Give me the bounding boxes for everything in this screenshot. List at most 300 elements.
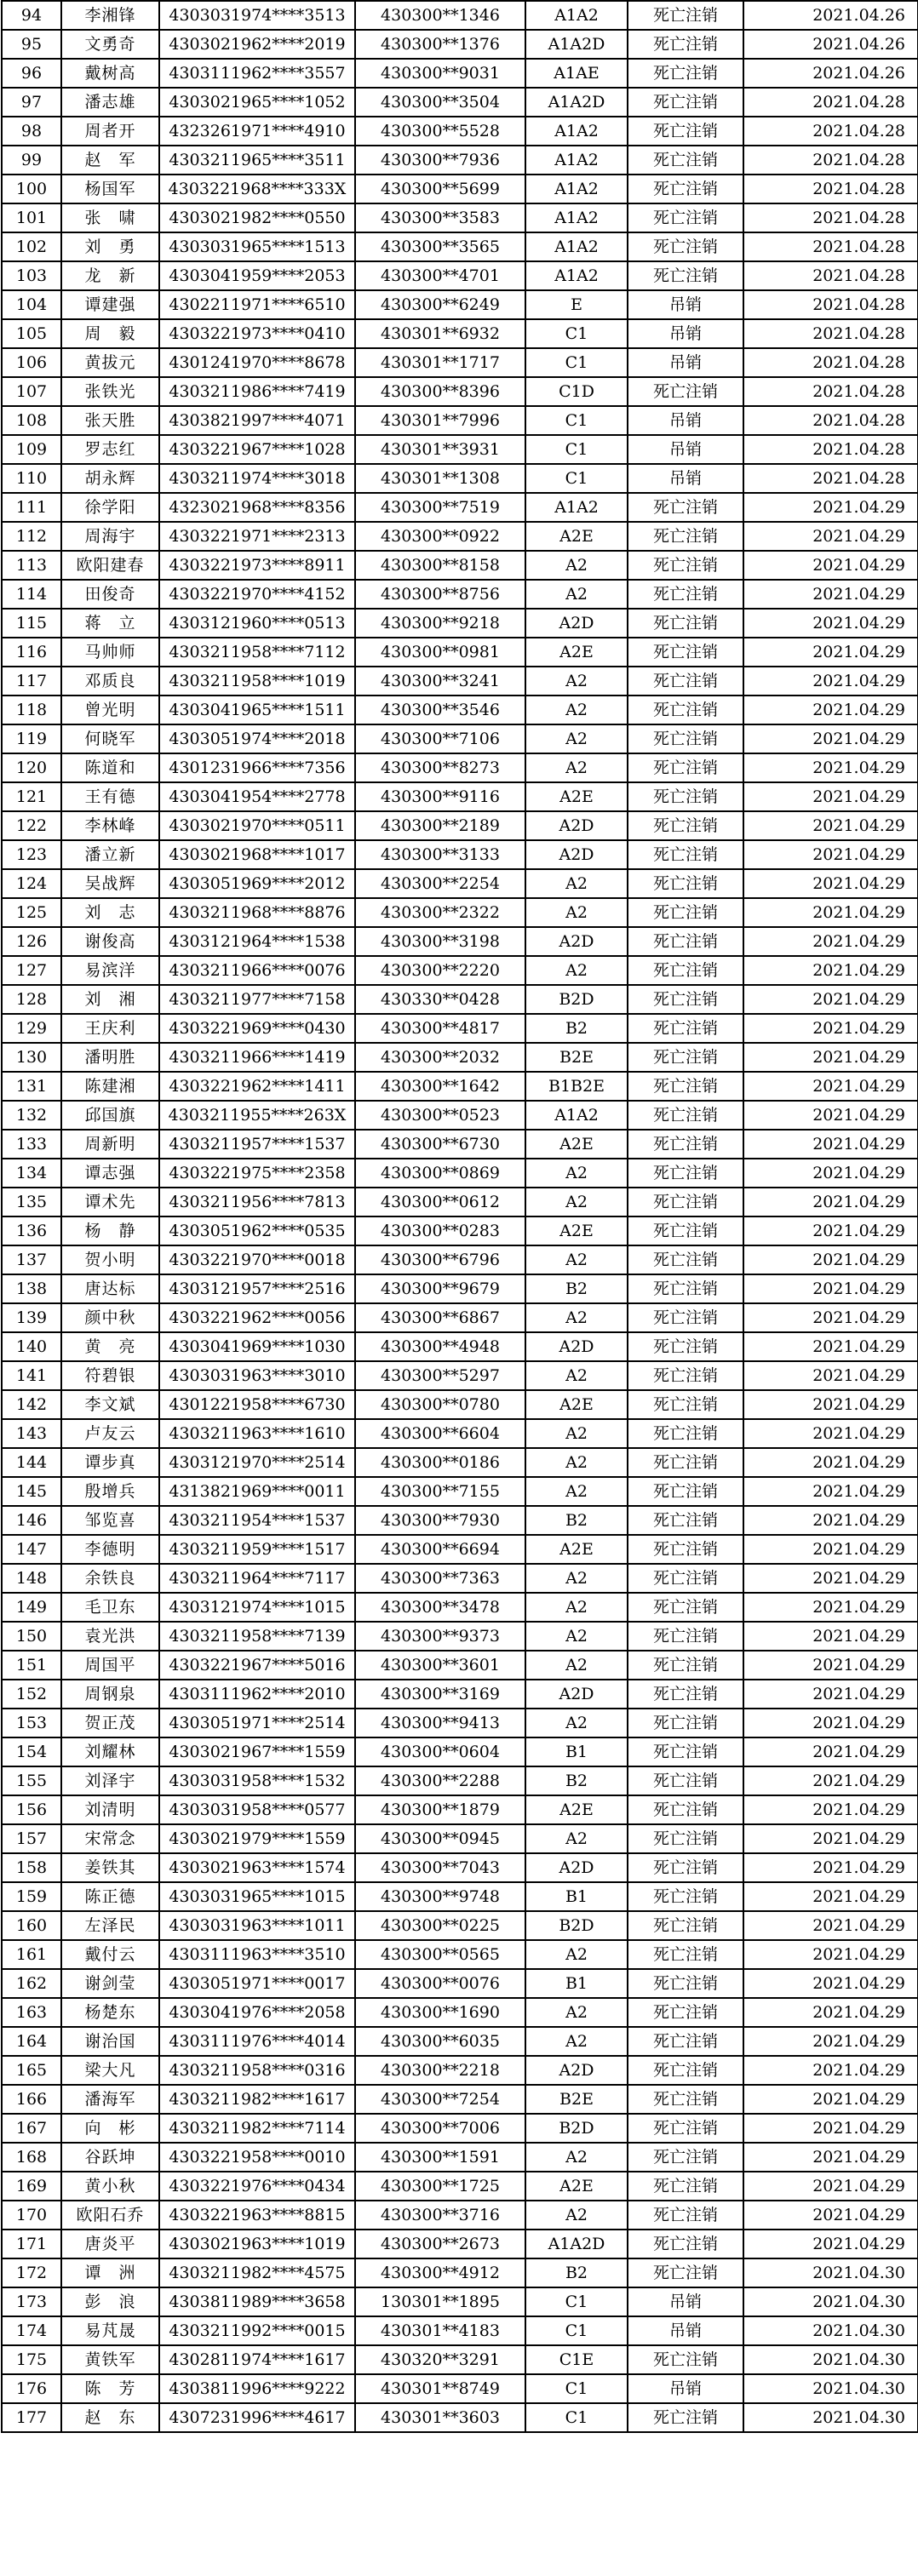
table-row <box>2 1014 918 1043</box>
license-number-cell: 430300**4817 <box>355 1014 525 1043</box>
id-number-cell: 4303031965****1015 <box>159 1882 355 1911</box>
person-name-cell: 向 彬 <box>61 2114 159 2143</box>
row-number-cell: 126 <box>2 927 61 956</box>
date-cell: 2021.04.29 <box>743 1853 918 1882</box>
table-row <box>2 1824 918 1853</box>
status-cell: 死亡注销 <box>628 898 743 927</box>
person-name-cell: 黄拔元 <box>61 348 159 377</box>
id-number-cell: 4303051974****2018 <box>159 724 355 753</box>
table-row <box>2 638 918 667</box>
row-number-cell: 175 <box>2 2345 61 2374</box>
license-number-cell: 430300**0186 <box>355 1448 525 1477</box>
license-number-cell: 430300**8158 <box>355 551 525 580</box>
row-number-cell: 131 <box>2 1072 61 1101</box>
id-number-cell: 4303021963****1574 <box>159 1853 355 1882</box>
status-cell: 死亡注销 <box>628 667 743 696</box>
status-cell: 死亡注销 <box>628 1651 743 1680</box>
status-cell: 死亡注销 <box>628 1130 743 1159</box>
row-number-cell: 161 <box>2 1940 61 1969</box>
id-number-cell: 4313821969****0011 <box>159 1477 355 1506</box>
license-number-cell: 430320**3291 <box>355 2345 525 2374</box>
license-number-cell: 430300**3565 <box>355 232 525 261</box>
row-number-cell: 134 <box>2 1159 61 1188</box>
date-cell: 2021.04.29 <box>743 1998 918 2027</box>
vehicle-class-cell: A2 <box>525 1361 628 1390</box>
date-cell: 2021.04.29 <box>743 753 918 782</box>
id-number-cell: 4303021965****1052 <box>159 88 355 117</box>
date-cell: 2021.04.29 <box>743 1535 918 1564</box>
person-name-cell: 胡永辉 <box>61 464 159 493</box>
table-row <box>2 898 918 927</box>
row-number-cell: 98 <box>2 117 61 146</box>
vehicle-class-cell: A2 <box>525 753 628 782</box>
vehicle-class-cell: A1A2D <box>525 2230 628 2258</box>
id-number-cell: 4303811996****9222 <box>159 2374 355 2403</box>
person-name-cell: 周者开 <box>61 117 159 146</box>
row-number-cell: 137 <box>2 1245 61 1274</box>
vehicle-class-cell: A1A2 <box>525 117 628 146</box>
person-name-cell: 曾光明 <box>61 696 159 724</box>
license-number-cell: 430300**3716 <box>355 2201 525 2230</box>
table-row <box>2 782 918 811</box>
status-cell: 死亡注销 <box>628 88 743 117</box>
vehicle-class-cell: B2E <box>525 1043 628 1072</box>
id-number-cell: 4303221973****8911 <box>159 551 355 580</box>
row-number-cell: 101 <box>2 203 61 232</box>
status-cell: 死亡注销 <box>628 1795 743 1824</box>
vehicle-class-cell: A2 <box>525 580 628 609</box>
license-number-cell: 430300**9748 <box>355 1882 525 1911</box>
vehicle-class-cell: A2E <box>525 1130 628 1159</box>
status-cell: 死亡注销 <box>628 2143 743 2172</box>
table-row <box>2 319 918 348</box>
license-number-cell: 430300**9413 <box>355 1709 525 1737</box>
person-name-cell: 谢治国 <box>61 2027 159 2056</box>
row-number-cell: 145 <box>2 1477 61 1506</box>
vehicle-class-cell: A2 <box>525 724 628 753</box>
table-row <box>2 1390 918 1419</box>
vehicle-class-cell: B2E <box>525 2085 628 2114</box>
date-cell: 2021.04.29 <box>743 1043 918 1072</box>
row-number-cell: 166 <box>2 2085 61 2114</box>
person-name-cell: 王庆利 <box>61 1014 159 1043</box>
row-number-cell: 144 <box>2 1448 61 1477</box>
status-cell: 死亡注销 <box>628 1969 743 1998</box>
person-name-cell: 袁光洪 <box>61 1622 159 1651</box>
person-name-cell: 杨楚东 <box>61 1998 159 2027</box>
row-number-cell: 135 <box>2 1188 61 1216</box>
id-number-cell: 4303211965****3511 <box>159 146 355 175</box>
id-number-cell: 4303111976****4014 <box>159 2027 355 2056</box>
status-cell: 死亡注销 <box>628 782 743 811</box>
person-name-cell: 周钢泉 <box>61 1680 159 1709</box>
row-number-cell: 152 <box>2 1680 61 1709</box>
license-number-cell: 430300**6730 <box>355 1130 525 1159</box>
license-number-cell: 430300**7254 <box>355 2085 525 2114</box>
table-row <box>2 2345 918 2374</box>
status-cell: 死亡注销 <box>628 59 743 88</box>
license-number-cell: 430300**0922 <box>355 522 525 551</box>
status-cell: 死亡注销 <box>628 117 743 146</box>
row-number-cell: 168 <box>2 2143 61 2172</box>
id-number-cell: 4303211966****1419 <box>159 1043 355 1072</box>
person-name-cell: 唐达标 <box>61 1274 159 1303</box>
license-number-cell: 430300**1346 <box>355 1 525 30</box>
status-cell: 死亡注销 <box>628 1940 743 1969</box>
date-cell: 2021.04.30 <box>743 2316 918 2345</box>
date-cell: 2021.04.29 <box>743 2172 918 2201</box>
date-cell: 2021.04.29 <box>743 1014 918 1043</box>
table-row <box>2 985 918 1014</box>
license-number-cell: 430300**9218 <box>355 609 525 638</box>
row-number-cell: 160 <box>2 1911 61 1940</box>
license-number-cell: 430300**6694 <box>355 1535 525 1564</box>
table-row <box>2 2287 918 2316</box>
person-name-cell: 邓质良 <box>61 667 159 696</box>
table-row <box>2 522 918 551</box>
person-name-cell: 欧阳石乔 <box>61 2201 159 2230</box>
date-cell: 2021.04.29 <box>743 1593 918 1622</box>
row-number-cell: 110 <box>2 464 61 493</box>
vehicle-class-cell: A2 <box>525 1940 628 1969</box>
license-number-cell: 430300**8396 <box>355 377 525 406</box>
vehicle-class-cell: B2 <box>525 1014 628 1043</box>
table-row <box>2 1130 918 1159</box>
vehicle-class-cell: A1A2 <box>525 232 628 261</box>
id-number-cell: 4303021968****1017 <box>159 840 355 869</box>
status-cell: 死亡注销 <box>628 1 743 30</box>
id-number-cell: 4303221962****1411 <box>159 1072 355 1101</box>
license-number-cell: 430300**8273 <box>355 753 525 782</box>
date-cell: 2021.04.29 <box>743 1824 918 1853</box>
vehicle-class-cell: A2E <box>525 522 628 551</box>
vehicle-class-cell: B2D <box>525 985 628 1014</box>
license-number-cell: 430300**2032 <box>355 1043 525 1072</box>
person-name-cell: 马帅师 <box>61 638 159 667</box>
vehicle-class-cell: A2D <box>525 1680 628 1709</box>
row-number-cell: 120 <box>2 753 61 782</box>
vehicle-class-cell: A2 <box>525 1824 628 1853</box>
table-row <box>2 59 918 88</box>
id-number-cell: 4303221973****0410 <box>159 319 355 348</box>
license-number-cell: 430300**6604 <box>355 1419 525 1448</box>
row-number-cell: 170 <box>2 2201 61 2230</box>
date-cell: 2021.04.29 <box>743 898 918 927</box>
vehicle-class-cell: A2 <box>525 1709 628 1737</box>
table-row <box>2 435 918 464</box>
person-name-cell: 彭 浪 <box>61 2287 159 2316</box>
vehicle-class-cell: A1A2 <box>525 1101 628 1130</box>
table-row <box>2 580 918 609</box>
vehicle-class-cell: A2 <box>525 2143 628 2172</box>
table-row <box>2 1535 918 1564</box>
license-number-cell: 430300**2673 <box>355 2230 525 2258</box>
license-number-cell: 430300**3169 <box>355 1680 525 1709</box>
person-name-cell: 刘 勇 <box>61 232 159 261</box>
vehicle-class-cell: A2D <box>525 1332 628 1361</box>
id-number-cell: 4303111963****3510 <box>159 1940 355 1969</box>
table-row <box>2 1853 918 1882</box>
row-number-cell: 124 <box>2 869 61 898</box>
person-name-cell: 周国平 <box>61 1651 159 1680</box>
person-name-cell: 周新明 <box>61 1130 159 1159</box>
license-number-cell: 430300**0869 <box>355 1159 525 1188</box>
license-number-cell: 430301**6932 <box>355 319 525 348</box>
date-cell: 2021.04.29 <box>743 1969 918 1998</box>
status-cell: 死亡注销 <box>628 1564 743 1593</box>
table-row <box>2 1651 918 1680</box>
vehicle-class-cell: A2 <box>525 696 628 724</box>
person-name-cell: 黄小秋 <box>61 2172 159 2201</box>
license-number-cell: 430300**7930 <box>355 1506 525 1535</box>
row-number-cell: 171 <box>2 2230 61 2258</box>
date-cell: 2021.04.29 <box>743 1303 918 1332</box>
id-number-cell: 4303031963****3010 <box>159 1361 355 1390</box>
status-cell: 死亡注销 <box>628 696 743 724</box>
date-cell: 2021.04.29 <box>743 1072 918 1101</box>
status-cell: 死亡注销 <box>628 2403 743 2432</box>
date-cell: 2021.04.30 <box>743 2345 918 2374</box>
person-name-cell: 罗志红 <box>61 435 159 464</box>
id-number-cell: 4302811974****1617 <box>159 2345 355 2374</box>
license-number-cell: 430300**7936 <box>355 146 525 175</box>
date-cell: 2021.04.28 <box>743 232 918 261</box>
status-cell: 死亡注销 <box>628 551 743 580</box>
date-cell: 2021.04.29 <box>743 2201 918 2230</box>
id-number-cell: 4303031958****1532 <box>159 1766 355 1795</box>
license-number-cell: 430300**6796 <box>355 1245 525 1274</box>
row-number-cell: 119 <box>2 724 61 753</box>
row-number-cell: 138 <box>2 1274 61 1303</box>
vehicle-class-cell: A2D <box>525 811 628 840</box>
status-cell: 死亡注销 <box>628 2085 743 2114</box>
person-name-cell: 蒋 立 <box>61 609 159 638</box>
table-row <box>2 348 918 377</box>
person-name-cell: 刘清明 <box>61 1795 159 1824</box>
date-cell: 2021.04.29 <box>743 985 918 1014</box>
license-number-cell: 430300**0981 <box>355 638 525 667</box>
person-name-cell: 田俊奇 <box>61 580 159 609</box>
id-number-cell: 4303121960****0513 <box>159 609 355 638</box>
date-cell: 2021.04.29 <box>743 1274 918 1303</box>
row-number-cell: 106 <box>2 348 61 377</box>
status-cell: 死亡注销 <box>628 1101 743 1130</box>
person-name-cell: 谢俊高 <box>61 927 159 956</box>
vehicle-class-cell: A2E <box>525 2172 628 2201</box>
person-name-cell: 李文斌 <box>61 1390 159 1419</box>
date-cell: 2021.04.30 <box>743 2287 918 2316</box>
id-number-cell: 4303221963****8815 <box>159 2201 355 2230</box>
date-cell: 2021.04.29 <box>743 609 918 638</box>
status-cell: 死亡注销 <box>628 1680 743 1709</box>
person-name-cell: 姜铁其 <box>61 1853 159 1882</box>
status-cell: 死亡注销 <box>628 1361 743 1390</box>
table-row <box>2 1361 918 1390</box>
person-name-cell: 李湘锋 <box>61 1 159 30</box>
license-number-cell: 430300**0523 <box>355 1101 525 1130</box>
row-number-cell: 123 <box>2 840 61 869</box>
id-number-cell: 4303221970****0018 <box>159 1245 355 1274</box>
status-cell: 死亡注销 <box>628 927 743 956</box>
id-number-cell: 4303211958****0316 <box>159 2056 355 2085</box>
date-cell: 2021.04.29 <box>743 1390 918 1419</box>
vehicle-class-cell: C1 <box>525 348 628 377</box>
date-cell: 2021.04.29 <box>743 1361 918 1390</box>
table-row <box>2 464 918 493</box>
person-name-cell: 谭 洲 <box>61 2258 159 2287</box>
table-row <box>2 609 918 638</box>
date-cell: 2021.04.29 <box>743 1651 918 1680</box>
vehicle-class-cell: A2 <box>525 956 628 985</box>
status-cell: 死亡注销 <box>628 1448 743 1477</box>
id-number-cell: 4303021963****1019 <box>159 2230 355 2258</box>
vehicle-class-cell: A1AE <box>525 59 628 88</box>
table-row <box>2 30 918 59</box>
license-number-cell: 430300**5699 <box>355 175 525 203</box>
date-cell: 2021.04.29 <box>743 1130 918 1159</box>
license-number-cell: 430300**5297 <box>355 1361 525 1390</box>
status-cell: 死亡注销 <box>628 1882 743 1911</box>
date-cell: 2021.04.28 <box>743 406 918 435</box>
date-cell: 2021.04.29 <box>743 2027 918 2056</box>
table-row <box>2 1188 918 1216</box>
id-number-cell: 4303211986****7419 <box>159 377 355 406</box>
id-number-cell: 4303051971****2514 <box>159 1709 355 1737</box>
date-cell: 2021.04.29 <box>743 1622 918 1651</box>
id-number-cell: 4303211959****1517 <box>159 1535 355 1564</box>
table-row <box>2 2027 918 2056</box>
person-name-cell: 黄 亮 <box>61 1332 159 1361</box>
row-number-cell: 94 <box>2 1 61 30</box>
status-cell: 吊销 <box>628 290 743 319</box>
status-cell: 死亡注销 <box>628 2027 743 2056</box>
table-row <box>2 1477 918 1506</box>
row-number-cell: 156 <box>2 1795 61 1824</box>
id-number-cell: 4303211957****1537 <box>159 1130 355 1159</box>
vehicle-class-cell: A2E <box>525 1216 628 1245</box>
person-name-cell: 欧阳建春 <box>61 551 159 580</box>
date-cell: 2021.04.29 <box>743 667 918 696</box>
row-number-cell: 117 <box>2 667 61 696</box>
license-number-cell: 430300**0076 <box>355 1969 525 1998</box>
row-number-cell: 136 <box>2 1216 61 1245</box>
date-cell: 2021.04.29 <box>743 840 918 869</box>
row-number-cell: 125 <box>2 898 61 927</box>
date-cell: 2021.04.28 <box>743 319 918 348</box>
license-number-cell: 430300**1879 <box>355 1795 525 1824</box>
license-number-cell: 430300**1725 <box>355 2172 525 2201</box>
date-cell: 2021.04.29 <box>743 2085 918 2114</box>
table-row <box>2 1998 918 2027</box>
status-cell: 吊销 <box>628 2316 743 2345</box>
person-name-cell: 李林峰 <box>61 811 159 840</box>
row-number-cell: 116 <box>2 638 61 667</box>
vehicle-class-cell: B2 <box>525 1506 628 1535</box>
table-row <box>2 1101 918 1130</box>
vehicle-class-cell: C1 <box>525 2316 628 2345</box>
row-number-cell: 103 <box>2 261 61 290</box>
status-cell: 死亡注销 <box>628 146 743 175</box>
person-name-cell: 易滨洋 <box>61 956 159 985</box>
status-cell: 死亡注销 <box>628 2114 743 2143</box>
status-cell: 吊销 <box>628 2374 743 2403</box>
id-number-cell: 4303211966****0076 <box>159 956 355 985</box>
vehicle-class-cell: A2D <box>525 840 628 869</box>
table-row <box>2 724 918 753</box>
person-name-cell: 陈正德 <box>61 1882 159 1911</box>
row-number-cell: 115 <box>2 609 61 638</box>
row-number-cell: 128 <box>2 985 61 1014</box>
person-name-cell: 陈建湘 <box>61 1072 159 1101</box>
date-cell: 2021.04.29 <box>743 551 918 580</box>
status-cell: 死亡注销 <box>628 2345 743 2374</box>
table-row <box>2 2258 918 2287</box>
id-number-cell: 4303221971****2313 <box>159 522 355 551</box>
row-number-cell: 149 <box>2 1593 61 1622</box>
license-number-cell: 430300**4948 <box>355 1332 525 1361</box>
row-number-cell: 130 <box>2 1043 61 1072</box>
license-number-cell: 430300**9679 <box>355 1274 525 1303</box>
row-number-cell: 118 <box>2 696 61 724</box>
date-cell: 2021.04.28 <box>743 203 918 232</box>
id-number-cell: 4303211963****1610 <box>159 1419 355 1448</box>
table-body <box>2 1 918 2432</box>
license-number-cell: 430300**1690 <box>355 1998 525 2027</box>
date-cell: 2021.04.29 <box>743 1882 918 1911</box>
id-number-cell: 4303121957****2516 <box>159 1274 355 1303</box>
date-cell: 2021.04.29 <box>743 1940 918 1969</box>
date-cell: 2021.04.29 <box>743 1911 918 1940</box>
id-number-cell: 4303211992****0015 <box>159 2316 355 2345</box>
vehicle-class-cell: A1A2 <box>525 203 628 232</box>
vehicle-class-cell: A2 <box>525 1651 628 1680</box>
date-cell: 2021.04.28 <box>743 435 918 464</box>
table-row <box>2 1506 918 1535</box>
vehicle-class-cell: B2D <box>525 1911 628 1940</box>
status-cell: 死亡注销 <box>628 1853 743 1882</box>
license-number-cell: 430300**0604 <box>355 1737 525 1766</box>
row-number-cell: 155 <box>2 1766 61 1795</box>
license-number-cell: 430300**3504 <box>355 88 525 117</box>
table-row <box>2 232 918 261</box>
vehicle-class-cell: A2E <box>525 782 628 811</box>
status-cell: 吊销 <box>628 348 743 377</box>
date-cell: 2021.04.28 <box>743 261 918 290</box>
date-cell: 2021.04.29 <box>743 1737 918 1766</box>
license-number-cell: 430300**3198 <box>355 927 525 956</box>
vehicle-class-cell: A2D <box>525 1853 628 1882</box>
date-cell: 2021.04.29 <box>743 2056 918 2085</box>
status-cell: 死亡注销 <box>628 1188 743 1216</box>
vehicle-class-cell: A2 <box>525 1998 628 2027</box>
vehicle-class-cell: A2 <box>525 1159 628 1188</box>
id-number-cell: 4303041976****2058 <box>159 1998 355 2027</box>
license-number-cell: 430300**7519 <box>355 493 525 522</box>
person-name-cell: 潘明胜 <box>61 1043 159 1072</box>
person-name-cell: 宋常念 <box>61 1824 159 1853</box>
person-name-cell: 谭建强 <box>61 290 159 319</box>
vehicle-class-cell: B1 <box>525 1737 628 1766</box>
status-cell: 死亡注销 <box>628 1072 743 1101</box>
person-name-cell: 李德明 <box>61 1535 159 1564</box>
row-number-cell: 158 <box>2 1853 61 1882</box>
person-name-cell: 杨国军 <box>61 175 159 203</box>
table-row <box>2 117 918 146</box>
row-number-cell: 177 <box>2 2403 61 2432</box>
status-cell: 死亡注销 <box>628 522 743 551</box>
person-name-cell: 贺正茂 <box>61 1709 159 1737</box>
table-row <box>2 1795 918 1824</box>
